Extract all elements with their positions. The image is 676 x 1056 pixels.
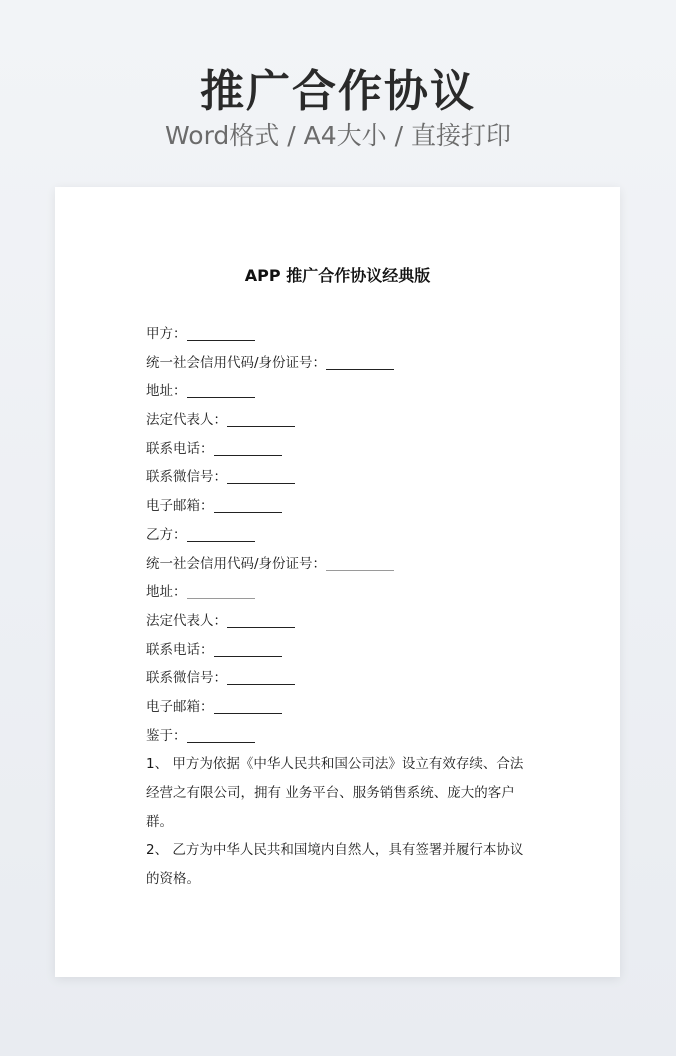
page-title: 推广合作协议	[200, 66, 476, 117]
fill-blank	[187, 325, 255, 341]
field-label: 电子邮箱：	[146, 498, 214, 515]
fill-blank	[227, 411, 295, 427]
whereas-field	[146, 722, 536, 751]
field-label: 电子邮箱：	[146, 698, 214, 715]
fill-blank	[187, 583, 255, 599]
fill-blank	[326, 555, 394, 571]
document-page	[55, 187, 620, 977]
field-label: 法定代表人：	[146, 412, 227, 429]
party-a-name-field	[146, 320, 536, 349]
party-b-legal-rep-field	[146, 607, 536, 636]
fill-blank	[214, 698, 282, 714]
field-label: 甲方：	[146, 326, 187, 342]
field-label: 统一社会信用代码/身份证号：	[146, 555, 327, 572]
clause-1: 1、 甲方为依据《中华人民共和国公司法》设立有效存续、合法经营之有限公司，拥有 业务平台、服务销售系统、庞大的客户群。	[146, 756, 524, 830]
fill-blank	[326, 354, 394, 370]
fill-blank	[214, 497, 282, 513]
field-label: 联系微信号：	[146, 469, 227, 486]
party-a-phone-field	[146, 435, 536, 464]
field-label: 联系电话：	[146, 440, 214, 457]
party-a-address-field	[146, 377, 536, 406]
document-body	[146, 320, 536, 894]
party-a-credit-code-field	[146, 349, 536, 378]
party-b-phone-field	[146, 636, 536, 665]
page-subtitle: Word格式 / A4大小 / 直接打印	[165, 121, 511, 150]
party-a-wechat-field	[146, 463, 536, 492]
party-a-legal-rep-field	[146, 406, 536, 435]
field-label: 乙方：	[146, 526, 187, 543]
clause-2: 2、 乙方为中华人民共和国境内自然人，具有签署并履行本协议的资格。	[146, 842, 524, 888]
fill-blank	[214, 440, 282, 456]
party-b-email-field	[146, 693, 536, 722]
field-label: 法定代表人：	[146, 612, 227, 629]
field-label: 联系电话：	[146, 641, 214, 658]
party-b-credit-code-field	[146, 550, 536, 579]
fill-blank	[187, 526, 255, 542]
party-a-email-field	[146, 492, 536, 521]
field-label: 地址：	[146, 584, 187, 601]
field-label: 联系微信号：	[146, 670, 227, 687]
fill-blank	[227, 669, 295, 685]
fill-blank	[187, 382, 255, 398]
party-b-address-field	[146, 578, 536, 607]
field-label: 鉴于：	[146, 727, 187, 744]
document-title: APP 推广合作协议经典版	[244, 266, 431, 285]
party-b-name-field	[146, 521, 536, 550]
field-label: 地址：	[146, 383, 187, 400]
fill-blank	[227, 612, 295, 628]
fill-blank	[227, 468, 295, 484]
field-label: 统一社会信用代码/身份证号：	[146, 354, 327, 371]
party-b-wechat-field	[146, 664, 536, 693]
fill-blank	[214, 641, 282, 657]
fill-blank	[187, 727, 255, 743]
